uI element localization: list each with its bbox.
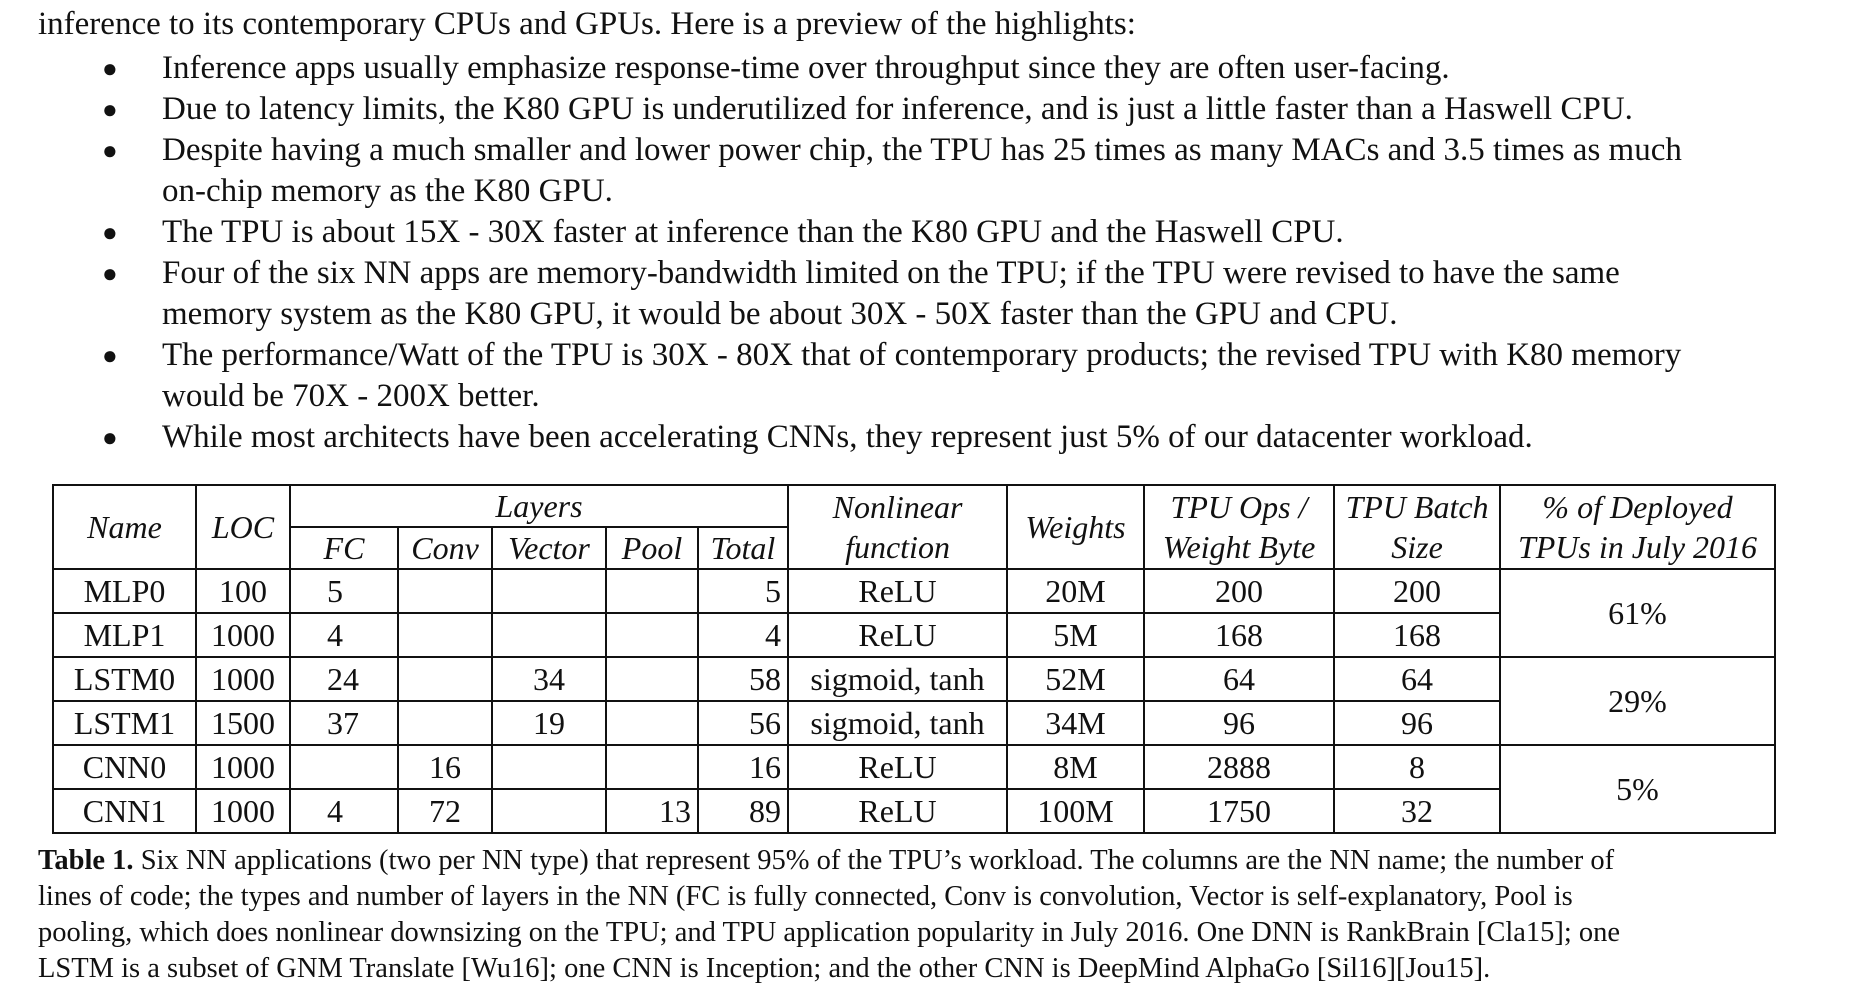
cell-tpu-ops: 200	[1144, 569, 1334, 613]
table-row	[53, 745, 1775, 789]
cell-loc: 1500	[196, 701, 290, 745]
list-item-text: The performance/Watt of the TPU is 30X - 80X that of contemporary products; the revised TPU with K80 memory	[162, 337, 1682, 373]
header-pool: Pool	[606, 527, 698, 569]
header-tpu-batch-line1: TPU Batch	[1345, 489, 1489, 525]
header-deployed	[1500, 485, 1775, 569]
header-loc: LOC	[196, 485, 290, 569]
cell-nonlinear: ReLU	[788, 569, 1007, 613]
cell-deployed: 61%	[1500, 569, 1775, 657]
cell-loc: 1000	[196, 789, 290, 833]
cell-total: 58	[698, 657, 788, 701]
cell-fc	[290, 745, 398, 789]
bullet-icon: ●	[102, 54, 118, 83]
cell-total: 56	[698, 701, 788, 745]
cell-deployed: 29%	[1500, 657, 1775, 745]
cell-tpu-ops: 1750	[1144, 789, 1334, 833]
list-item	[0, 253, 1852, 335]
cell-conv: 72	[398, 789, 492, 833]
cell-nonlinear: sigmoid, tanh	[788, 701, 1007, 745]
list-item-text: The TPU is about 15X - 30X faster at inference than the K80 GPU and the Haswell CPU.	[162, 214, 1344, 250]
list-item	[0, 212, 1852, 253]
cell-name: LSTM0	[53, 657, 196, 701]
cell-conv: 16	[398, 745, 492, 789]
list-item	[0, 335, 1852, 417]
header-tpu-batch-line2: Size	[1391, 529, 1443, 565]
cell-tpu-batch: 8	[1334, 745, 1500, 789]
highlights-list	[0, 48, 1852, 458]
cell-fc: 5	[290, 569, 398, 613]
cell-tpu-batch: 168	[1334, 613, 1500, 657]
cell-deployed: 5%	[1500, 745, 1775, 833]
cell-fc: 37	[290, 701, 398, 745]
cell-total: 16	[698, 745, 788, 789]
cell-fc: 4	[290, 613, 398, 657]
cell-tpu-batch: 64	[1334, 657, 1500, 701]
list-item	[0, 417, 1852, 458]
cell-nonlinear: ReLU	[788, 745, 1007, 789]
cell-weights: 8M	[1007, 745, 1144, 789]
cell-weights: 100M	[1007, 789, 1144, 833]
cell-conv	[398, 613, 492, 657]
cell-total: 89	[698, 789, 788, 833]
cell-tpu-batch: 32	[1334, 789, 1500, 833]
cell-name: MLP0	[53, 569, 196, 613]
header-vector: Vector	[492, 527, 606, 569]
caption-line-4: LSTM is a subset of GNM Translate [Wu16]; one CNN is Inception; and the other CNN is DeepMind AlphaGo [Sil16][Jou15].	[38, 953, 1491, 984]
list-item-text: Despite having a much smaller and lower power chip, the TPU has 25 times as many MACs and 3.5 times as much	[162, 132, 1682, 168]
header-nonlinear-line2: function	[845, 529, 950, 565]
header-tpu-ops-line1: TPU Ops /	[1170, 489, 1308, 525]
cell-total: 5	[698, 569, 788, 613]
cell-pool	[606, 745, 698, 789]
header-total: Total	[698, 527, 788, 569]
cell-loc: 1000	[196, 613, 290, 657]
list-item-text: While most architects have been accelerating CNNs, they represent just 5% of our datacenter workload.	[162, 419, 1533, 455]
caption-text-1: Six NN applications (two per NN type) that represent 95% of the TPU’s workload. The columns are the NN name; the number of	[133, 845, 1615, 876]
list-item-text-continued: memory system as the K80 GPU, it would be about 30X - 50X faster than the GPU and CPU.	[162, 296, 1398, 332]
caption-line-3: pooling, which does nonlinear downsizing on the TPU; and TPU application popularity in July 2016. One DNN is RankBrain [Cla15]; one	[38, 917, 1621, 948]
bullet-icon: ●	[102, 259, 118, 288]
bullet-icon: ●	[102, 218, 118, 247]
header-conv: Conv	[398, 527, 492, 569]
header-tpu-ops-line2: Weight Byte	[1162, 529, 1316, 565]
cell-tpu-ops: 168	[1144, 613, 1334, 657]
bullet-icon: ●	[102, 341, 118, 370]
bullet-icon: ●	[102, 136, 118, 165]
list-item-text: Due to latency limits, the K80 GPU is underutilized for inference, and is just a little faster than a Haswell CPU.	[162, 91, 1633, 127]
table-caption	[38, 843, 1768, 987]
cell-loc: 1000	[196, 657, 290, 701]
list-item	[0, 89, 1852, 130]
caption-label: Table 1.	[38, 845, 134, 876]
header-deployed-line2: TPUs in July 2016	[1517, 529, 1758, 565]
header-deployed-line1: % of Deployed	[1542, 489, 1733, 525]
cell-vector	[492, 789, 606, 833]
cell-name: CNN0	[53, 745, 196, 789]
cell-fc: 4	[290, 789, 398, 833]
caption-line-2: lines of code; the types and number of layers in the NN (FC is fully connected, Conv is convolution, Vector is self-explanatory, Pool is	[38, 881, 1573, 912]
list-item	[0, 130, 1852, 212]
cell-total: 4	[698, 613, 788, 657]
list-item-text-continued: would be 70X - 200X better.	[162, 378, 540, 414]
table-row	[53, 569, 1775, 613]
header-tpu-batch	[1334, 485, 1500, 569]
caption-line-1	[38, 843, 1768, 879]
cell-conv	[398, 569, 492, 613]
cell-vector	[492, 569, 606, 613]
cell-loc: 100	[196, 569, 290, 613]
cell-conv	[398, 701, 492, 745]
cell-nonlinear: ReLU	[788, 613, 1007, 657]
nn-applications-table	[52, 484, 1776, 834]
header-layers: Layers	[290, 485, 788, 527]
header-fc: FC	[290, 527, 398, 569]
cell-pool	[606, 613, 698, 657]
cell-fc: 24	[290, 657, 398, 701]
cell-pool	[606, 569, 698, 613]
cell-tpu-ops: 2888	[1144, 745, 1334, 789]
header-name: Name	[53, 485, 196, 569]
cell-nonlinear: ReLU	[788, 789, 1007, 833]
bullet-icon: ●	[102, 95, 118, 124]
cell-loc: 1000	[196, 745, 290, 789]
cell-conv	[398, 657, 492, 701]
cell-weights: 5M	[1007, 613, 1144, 657]
cell-pool	[606, 657, 698, 701]
cell-tpu-ops: 64	[1144, 657, 1334, 701]
list-item-text-continued: on-chip memory as the K80 GPU.	[162, 173, 613, 209]
intro-text: inference to its contemporary CPUs and GPUs. Here is a preview of the highlights:	[38, 6, 1136, 42]
cell-weights: 34M	[1007, 701, 1144, 745]
list-item-text: Inference apps usually emphasize response-time over throughput since they are often user-facing.	[162, 50, 1450, 86]
cell-pool	[606, 701, 698, 745]
list-item	[0, 48, 1852, 89]
header-nonlinear-function	[788, 485, 1007, 569]
cell-tpu-ops: 96	[1144, 701, 1334, 745]
header-nonlinear-line1: Nonlinear	[832, 489, 963, 525]
cell-name: CNN1	[53, 789, 196, 833]
list-item-text: Four of the six NN apps are memory-bandwidth limited on the TPU; if the TPU were revised to have the same	[162, 255, 1620, 291]
header-tpu-ops	[1144, 485, 1334, 569]
cell-name: MLP1	[53, 613, 196, 657]
cell-tpu-batch: 200	[1334, 569, 1500, 613]
cell-weights: 20M	[1007, 569, 1144, 613]
cell-vector: 34	[492, 657, 606, 701]
cell-weights: 52M	[1007, 657, 1144, 701]
table-row	[53, 657, 1775, 701]
cell-vector	[492, 745, 606, 789]
cell-tpu-batch: 96	[1334, 701, 1500, 745]
bullet-icon: ●	[102, 423, 118, 452]
cell-vector	[492, 613, 606, 657]
cell-name: LSTM1	[53, 701, 196, 745]
cell-vector: 19	[492, 701, 606, 745]
cell-nonlinear: sigmoid, tanh	[788, 657, 1007, 701]
cell-pool: 13	[606, 789, 698, 833]
header-weights: Weights	[1007, 485, 1144, 569]
